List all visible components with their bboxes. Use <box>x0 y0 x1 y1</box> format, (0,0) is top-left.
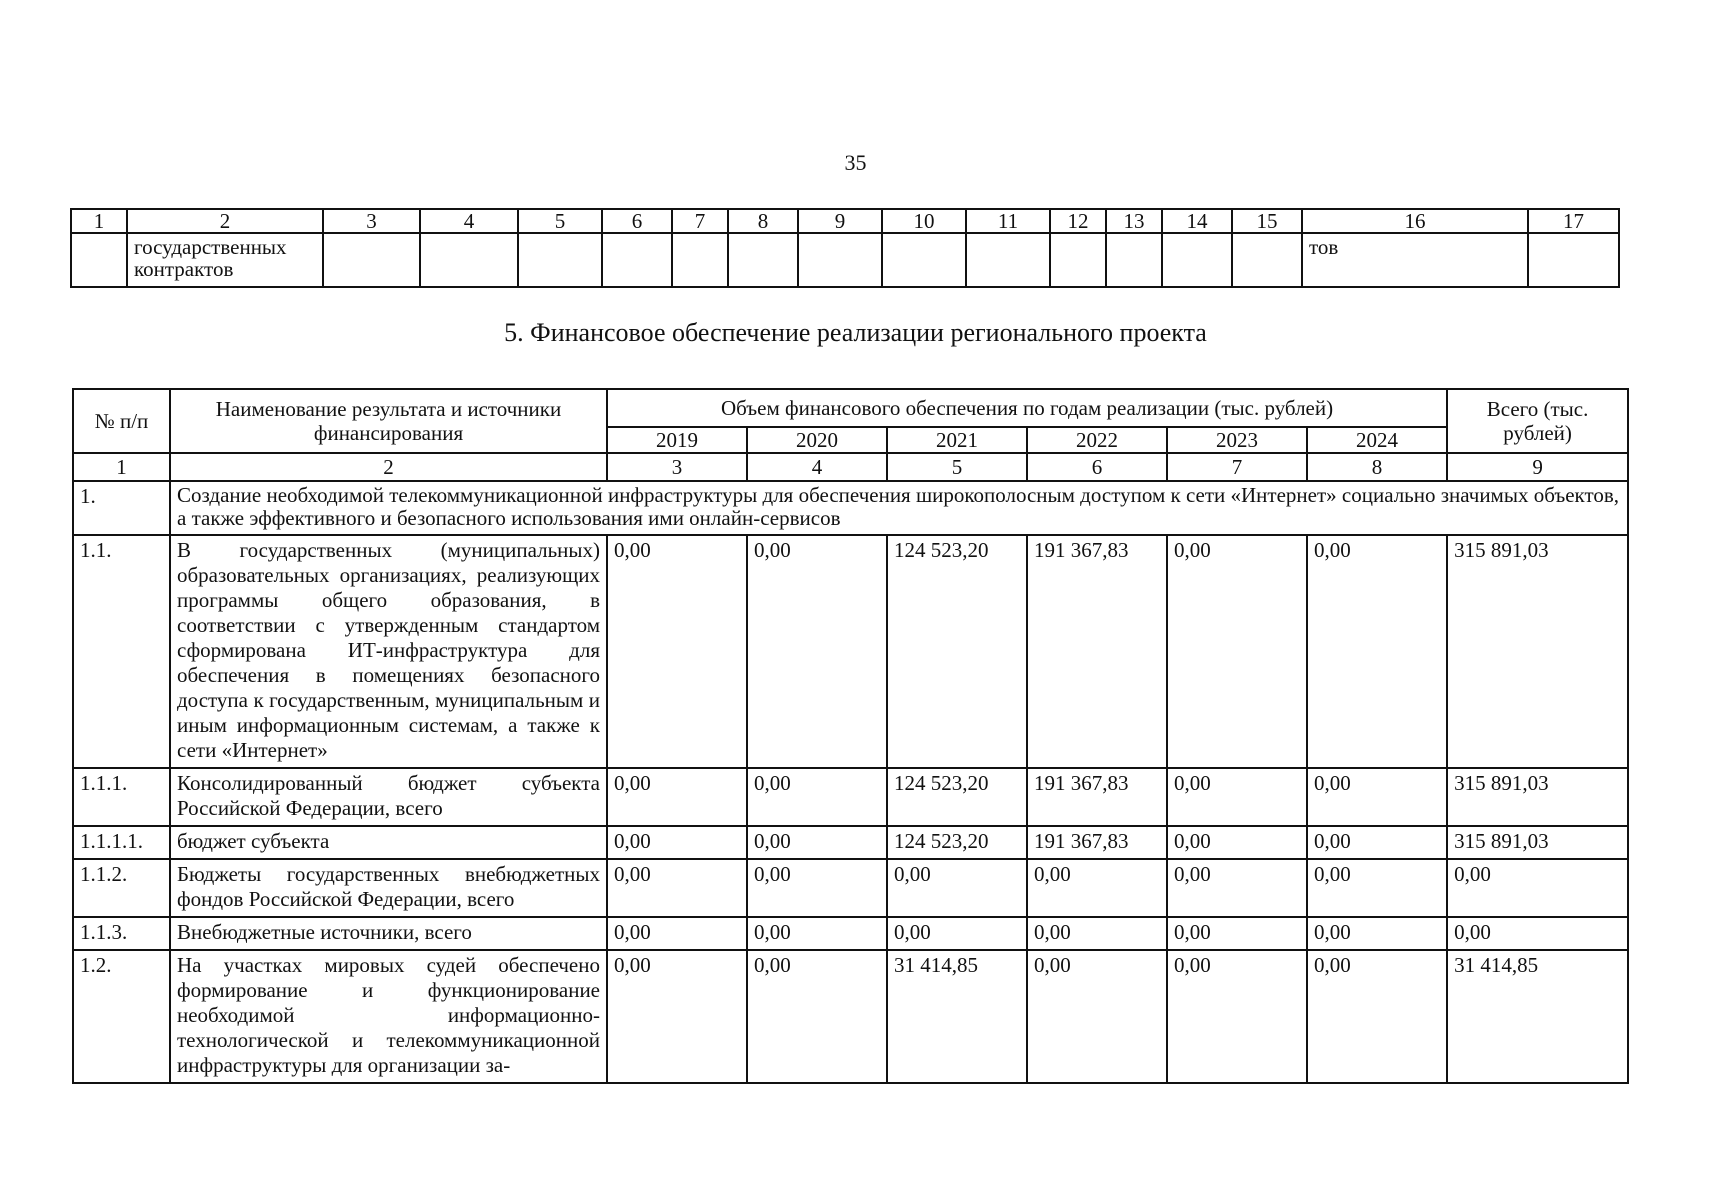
continuation-table <box>70 208 1620 288</box>
column-number: 8 <box>1307 453 1447 481</box>
row-number: 1.2. <box>73 950 170 1083</box>
value-cell: 0,00 <box>607 768 747 826</box>
column-number: 16 <box>1302 209 1528 233</box>
column-number: 1 <box>73 453 170 481</box>
value-cell: 191 367,83 <box>1027 768 1167 826</box>
year-header: 2021 <box>887 427 1027 453</box>
table-cell <box>602 233 672 287</box>
num-header: № п/п <box>73 389 170 453</box>
value-cell: 0,00 <box>1307 917 1447 950</box>
value-cell: 0,00 <box>607 859 747 917</box>
column-number: 11 <box>966 209 1050 233</box>
table-cell <box>1162 233 1232 287</box>
value-cell: 191 367,83 <box>1027 535 1167 768</box>
value-cell: 0,00 <box>1167 768 1307 826</box>
row-name: На участках мировых судей обеспечено формирование и функционирование необходимой информационно-технологической и телекоммуникационной инфраструктуры для организации за- <box>170 950 607 1083</box>
value-cell: 0,00 <box>607 826 747 859</box>
year-header: 2023 <box>1167 427 1307 453</box>
total-cell: 31 414,85 <box>1447 950 1628 1083</box>
column-number: 1 <box>71 209 127 233</box>
table-cell <box>323 233 420 287</box>
value-cell: 0,00 <box>1307 859 1447 917</box>
total-header: Всего (тыс. рублей) <box>1447 389 1628 453</box>
value-cell: 0,00 <box>747 826 887 859</box>
table-cell <box>798 233 882 287</box>
name-header: Наименование результата и источники финансирования <box>170 389 607 453</box>
table-cell <box>1232 233 1302 287</box>
row-name: бюджет субъекта <box>170 826 607 859</box>
column-number: 12 <box>1050 209 1106 233</box>
value-cell: 31 414,85 <box>887 950 1027 1083</box>
total-cell: 315 891,03 <box>1447 535 1628 768</box>
column-number: 7 <box>1167 453 1307 481</box>
year-header: 2024 <box>1307 427 1447 453</box>
value-cell: 0,00 <box>1027 917 1167 950</box>
value-cell: 0,00 <box>747 535 887 768</box>
table-row <box>73 826 1628 859</box>
column-number: 5 <box>518 209 602 233</box>
value-cell: 124 523,20 <box>887 535 1027 768</box>
row-number: 1.1.3. <box>73 917 170 950</box>
table-cell <box>71 233 127 287</box>
table-cell <box>1106 233 1162 287</box>
table-cell <box>728 233 798 287</box>
value-cell: 124 523,20 <box>887 768 1027 826</box>
table-cell <box>966 233 1050 287</box>
value-cell: 0,00 <box>887 859 1027 917</box>
value-cell: 0,00 <box>1167 826 1307 859</box>
value-cell: 0,00 <box>887 917 1027 950</box>
table-row <box>73 768 1628 826</box>
column-number: 9 <box>1447 453 1628 481</box>
value-cell: 0,00 <box>1027 859 1167 917</box>
column-number: 9 <box>798 209 882 233</box>
value-cell: 0,00 <box>1307 535 1447 768</box>
column-number: 10 <box>882 209 966 233</box>
row-name: Бюджеты государственных внебюджетных фондов Российской Федерации, всего <box>170 859 607 917</box>
total-cell: 315 891,03 <box>1447 768 1628 826</box>
section-row <box>73 481 1628 535</box>
value-cell: 0,00 <box>1307 950 1447 1083</box>
value-cell: 124 523,20 <box>887 826 1027 859</box>
column-number: 2 <box>170 453 607 481</box>
table-cell <box>672 233 728 287</box>
row-name: В государственных (муниципальных) образовательных организациях, реализующих программы общего образования, в соответствии с утвержденным стандартом сформирована ИТ-инфраструктура для обеспечения в помещениях безопасного доступа к государственным, муниципальным и иным информационным системам, а также к сети «Интернет» <box>170 535 607 768</box>
table-row <box>73 535 1628 768</box>
row-name: Внебюджетные источники, всего <box>170 917 607 950</box>
value-cell: 0,00 <box>1307 826 1447 859</box>
table-cell <box>518 233 602 287</box>
value-cell: 0,00 <box>747 859 887 917</box>
value-cell: 0,00 <box>1027 950 1167 1083</box>
section-row-name: Создание необходимой телекоммуникационной инфраструктуры для обеспечения широкополосным доступом к сети «Интернет» социально значимых объектов, а также эффективного и безопасного использования ими онлайн-сервисов <box>170 481 1628 535</box>
row-number: 1.1.2. <box>73 859 170 917</box>
total-cell: 315 891,03 <box>1447 826 1628 859</box>
column-number: 13 <box>1106 209 1162 233</box>
column-number: 5 <box>887 453 1027 481</box>
column-number: 4 <box>747 453 887 481</box>
value-cell: 0,00 <box>1167 535 1307 768</box>
column-number: 17 <box>1528 209 1619 233</box>
table-cell <box>882 233 966 287</box>
finance-table <box>72 388 1629 1084</box>
page-number: 35 <box>844 150 867 175</box>
value-cell: 0,00 <box>607 917 747 950</box>
header-row-1 <box>73 389 1628 427</box>
year-header: 2020 <box>747 427 887 453</box>
table-cell <box>420 233 518 287</box>
value-cell: 191 367,83 <box>1027 826 1167 859</box>
column-number: 8 <box>728 209 798 233</box>
continuation-row <box>71 233 1619 287</box>
column-numbers-row <box>73 453 1628 481</box>
total-cell: 0,00 <box>1447 917 1628 950</box>
value-cell: 0,00 <box>1167 917 1307 950</box>
row-number: 1.1. <box>73 535 170 768</box>
value-cell: 0,00 <box>1307 768 1447 826</box>
value-cell: 0,00 <box>747 950 887 1083</box>
column-number: 15 <box>1232 209 1302 233</box>
continuation-header-row <box>71 209 1619 233</box>
continuation-name-cell: государственных контрактов <box>127 233 323 287</box>
continuation-col16-cell: тов <box>1302 233 1528 287</box>
row-name: Консолидированный бюджет субъекта Российской Федерации, всего <box>170 768 607 826</box>
table-row <box>73 859 1628 917</box>
table-row <box>73 950 1628 1083</box>
column-number: 14 <box>1162 209 1232 233</box>
value-cell: 0,00 <box>607 950 747 1083</box>
year-header: 2019 <box>607 427 747 453</box>
volume-header: Объем финансового обеспечения по годам реализации (тыс. рублей) <box>607 389 1447 427</box>
column-number: 6 <box>602 209 672 233</box>
total-cell: 0,00 <box>1447 859 1628 917</box>
column-number: 2 <box>127 209 323 233</box>
year-header: 2022 <box>1027 427 1167 453</box>
row-number: 1.1.1.1. <box>73 826 170 859</box>
row-number: 1.1.1. <box>73 768 170 826</box>
column-number: 3 <box>607 453 747 481</box>
section-title: 5. Финансовое обеспечение реализации регионального проекта <box>504 318 1207 347</box>
value-cell: 0,00 <box>1167 950 1307 1083</box>
table-row <box>73 917 1628 950</box>
value-cell: 0,00 <box>747 917 887 950</box>
table-cell <box>1528 233 1619 287</box>
column-number: 4 <box>420 209 518 233</box>
table-cell <box>1050 233 1106 287</box>
column-number: 6 <box>1027 453 1167 481</box>
column-number: 3 <box>323 209 420 233</box>
value-cell: 0,00 <box>747 768 887 826</box>
value-cell: 0,00 <box>1167 859 1307 917</box>
value-cell: 0,00 <box>607 535 747 768</box>
column-number: 7 <box>672 209 728 233</box>
row-number: 1. <box>73 481 170 535</box>
